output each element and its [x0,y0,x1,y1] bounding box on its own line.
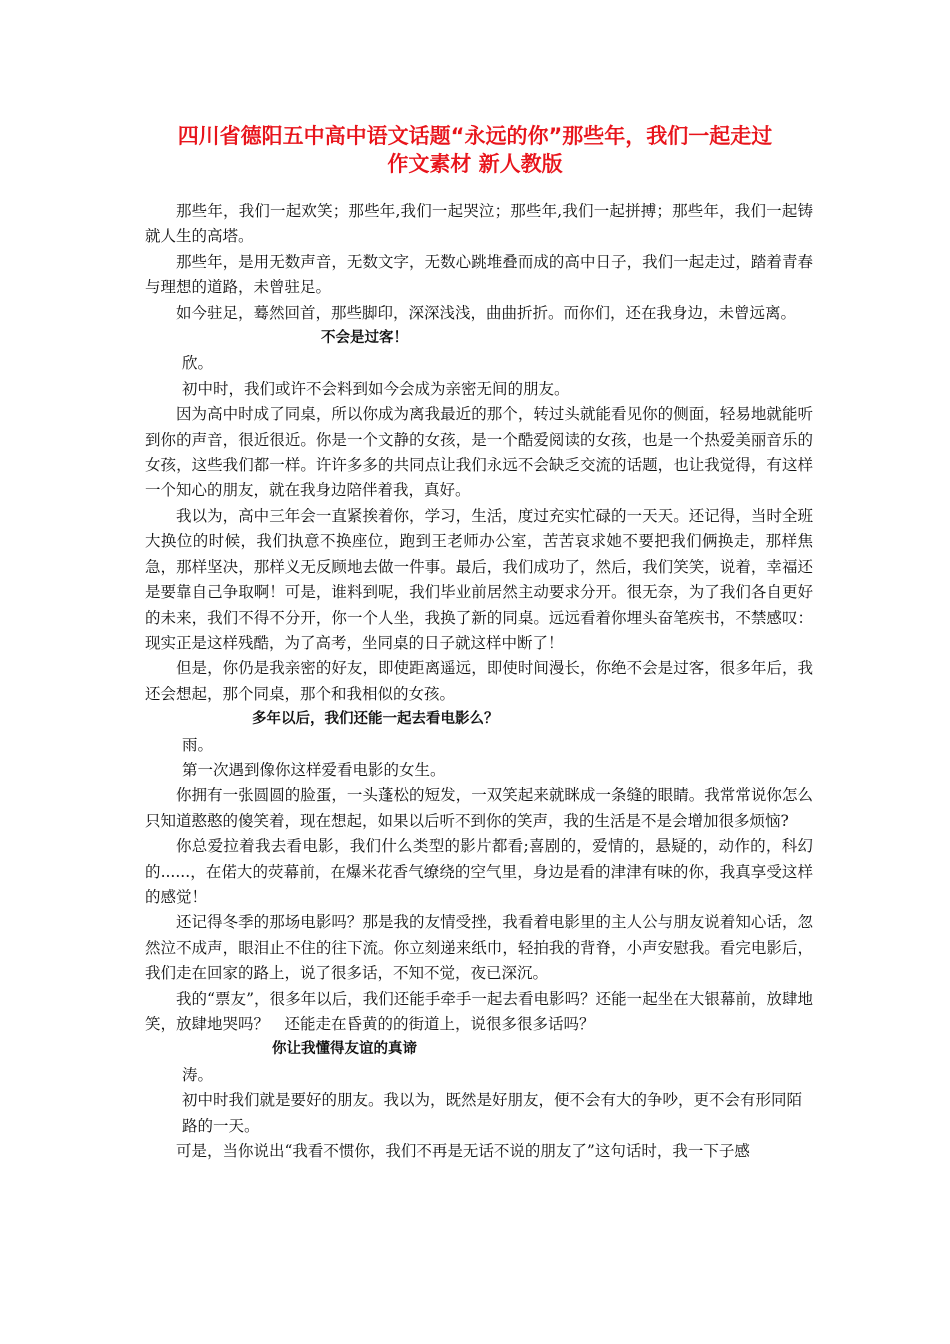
section-heading: 你让我懂得友谊的真谛 [272,1041,417,1058]
section-signature: 涛。 [182,1065,214,1084]
section-paragraph: 我的“票友”，很多年以后，我们还能手牵手一起去看电影吗？还能一起坐在大银幕前，放肆地笑，放肆地哭吗？ 还能走在昏黄的的街道上，说很多很多话吗？ [145,989,813,1033]
document-title [130,122,820,178]
section-first-line: 第一次遇到像你这样爱看电影的女生。 [182,760,446,779]
section-signature: 雨。 [182,735,214,754]
title-line-1: 四川省德阳五中高中语文话题“永远的你”那些年，我们一起走过 [177,124,773,148]
intro-paragraph: 那些年，我们一起欢笑；那些年,我们一起哭泣；那些年,我们一起拼搏；那些年，我们一起铸就人生的高塔。 [145,202,813,246]
section-heading: 不会是过客！ [321,330,408,347]
section-paragraph: 你总爱拉着我去看电影，我们什么类型的影片都看;喜剧的，爱情的，悬疑的，动作的，科幻的......，在偌大的荧幕前，在爆米花香气缭绕的空气里，身边是看的津津有味的你，我真享受这样的感觉！ [145,837,813,906]
document-body [145,199,813,1164]
title-line-2: 作文素材 新人教版 [387,152,563,176]
section-signature: 欣。 [182,354,214,373]
intro-paragraph: 那些年，是用无数声音，无数文字，无数心跳堆叠而成的高中日子，我们一起走过，踏着青春与理想的道路，未曾驻足。 [145,252,813,297]
section-first-line: 初中时我们就是要好的朋友。我以为，既然是好朋友，便不会有大的争吵，更不会有形同陌路的一天。 [182,1091,803,1135]
section-first-line: 初中时，我们或许不会料到如今会成为亲密无间的朋友。 [182,379,570,398]
section-heading: 多年以后，我们还能一起去看电影么？ [252,711,499,728]
section-paragraph: 因为高中时成了同桌，所以你成为离我最近的那个，转过头就能看见你的侧面，轻易地就能听到你的声音，很近很近。你是一个文静的女孩，是一个酷爱阅读的女孩，也是一个热爱美丽音乐的女孩，这些我们都一样。许许多多的共同点让我们永远不会缺乏交流的话题，也让我觉得，有这样一个知心的朋友，就在我身边陪伴着我，真好。 [145,405,813,500]
intro-paragraph: 如今驻足，蓦然回首，那些脚印，深深浅浅，曲曲折折。而你们，还在我身边，未曾远离。 [176,303,797,322]
section-paragraph: 但是，你仍是我亲密的好友，即使距离遥远，即使时间漫长，你绝不会是过客，很多年后，我还会想起，那个同桌，那个和我相似的女孩。 [145,659,813,703]
section-paragraph: 可是，当你说出“我看不惯你，我们不再是无话不说的朋友了”这句话时，我一下子感 [176,1142,750,1161]
section-paragraph: 还记得冬季的那场电影吗？那是我的友情受挫，我看着电影里的主人公与朋友说着知心话，忽然泣不成声，眼泪止不住的往下流。你立刻递来纸巾，轻拍我的背脊，小声安慰我。看完电影后，我们走在回家的路上，说了很多话，不知不觉，夜已深沉。 [145,913,813,983]
section-paragraph: 你拥有一张圆圆的脸蛋，一头蓬松的短发，一双笑起来就眯成一条缝的眼睛。我常常说你怎么只知道憨憨的傻笑着，现在想起，如果以后听不到你的笑声，我的生活是不是会增加很多烦恼? [145,786,813,830]
section-paragraph: 我以为，高中三年会一直紧挨着你，学习，生活，度过充实忙碌的一天天。还记得，当时全班大换位的时候，我们执意不换座位，跑到王老师办公室，苦苦哀求她不要把我们俩换走，那样焦急，那样坚决，那样义无反顾地去做一件事。最后，我们成功了，然后，我们笑笑，说着，幸福还是要靠自己争取啊！可是，谁料到呢，我们毕业前居然主动要求分开。很无奈，为了我们各自更好的未来，我们不得不分开，你一个人坐，我换了新的同桌。远远看着你埋头奋笔疾书，不禁感叹：现实正是这样残酷，为了高考，坐同桌的日子就这样中断了！ [145,506,813,652]
